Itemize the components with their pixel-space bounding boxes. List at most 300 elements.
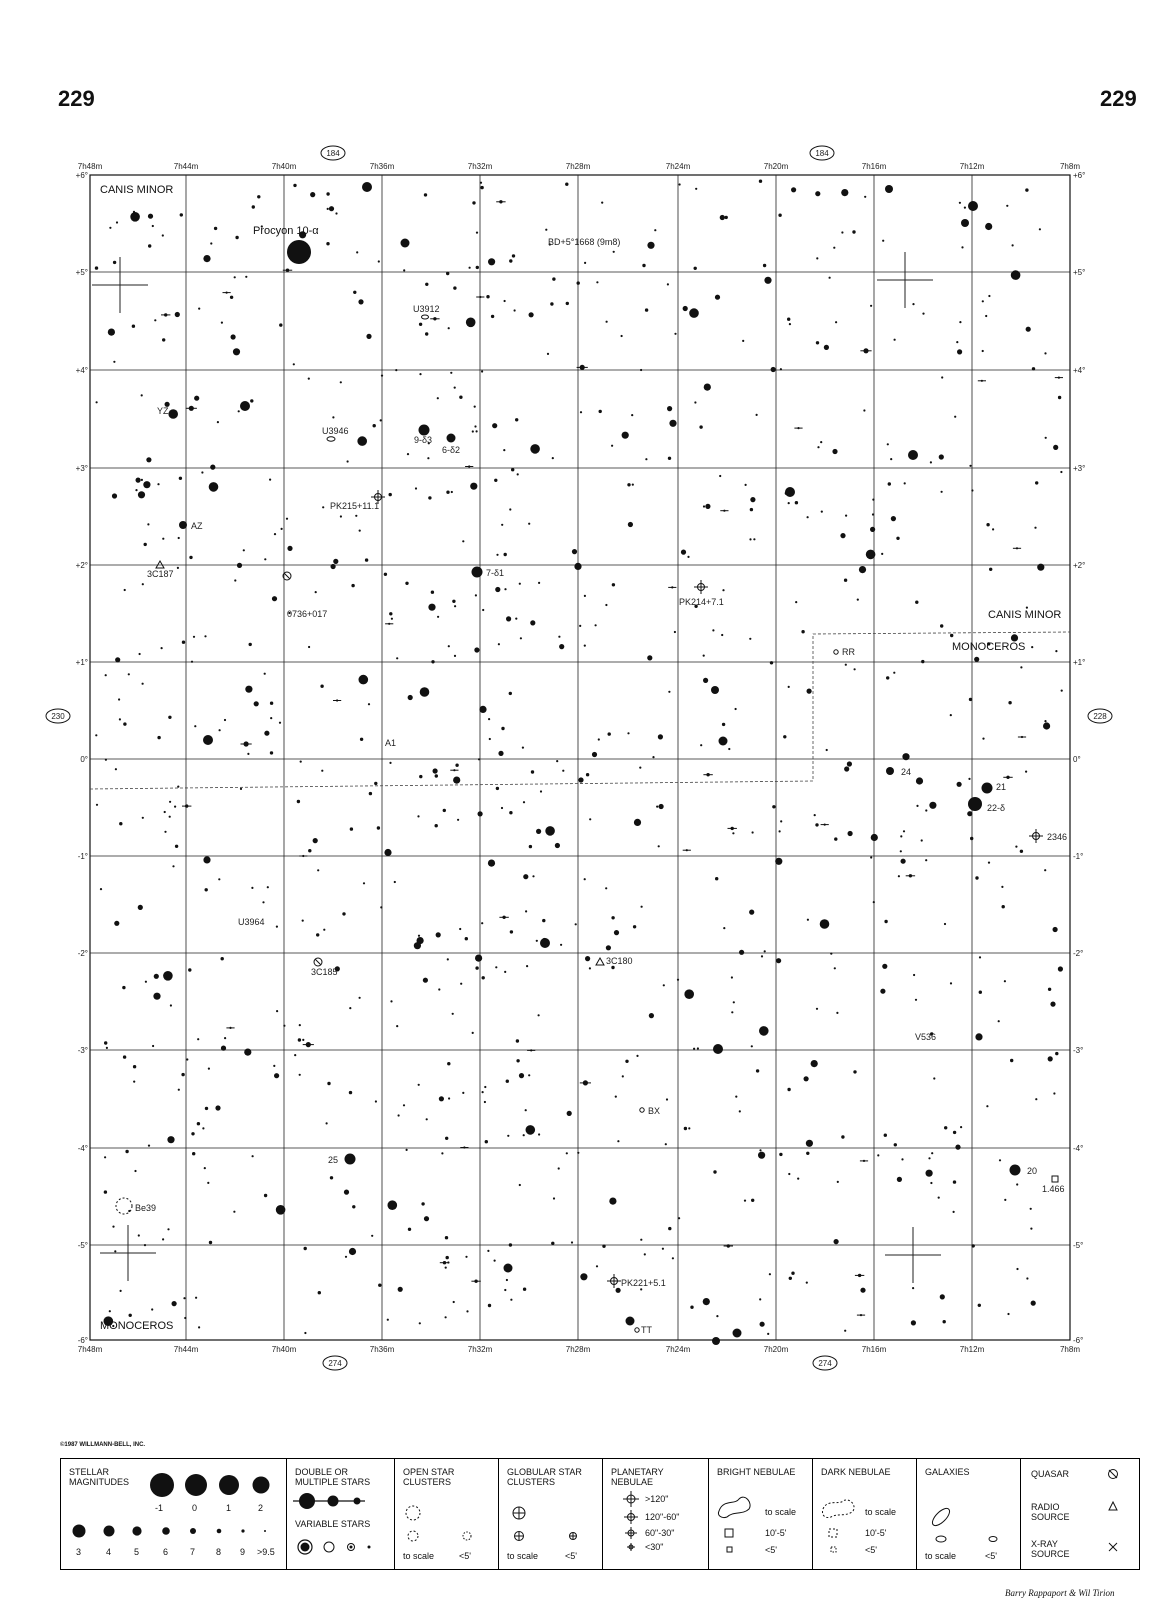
star (455, 764, 458, 767)
star (645, 458, 647, 460)
star (939, 454, 944, 459)
star (142, 683, 144, 685)
bright-star (179, 521, 187, 529)
star (873, 901, 875, 903)
star (447, 958, 449, 960)
bright-star (345, 1154, 356, 1165)
star (398, 1287, 403, 1292)
star (484, 1086, 486, 1088)
star (396, 1025, 398, 1027)
star (191, 1132, 194, 1135)
star (294, 1054, 296, 1056)
star (157, 483, 159, 485)
small-size-label: <5' (985, 1551, 997, 1561)
star (1015, 846, 1017, 848)
star (264, 673, 266, 675)
star (177, 567, 179, 569)
star (896, 537, 899, 540)
star (870, 527, 875, 532)
star (327, 208, 329, 210)
ra-label-bottom: 7h48m (77, 1345, 103, 1354)
star (320, 685, 323, 688)
star (633, 925, 636, 928)
star (749, 538, 751, 540)
star (960, 1126, 962, 1128)
legend-bright-nebulae (709, 1459, 813, 1569)
star (462, 1092, 464, 1094)
star (840, 533, 845, 538)
bright-star (908, 450, 918, 460)
star (979, 956, 981, 958)
ra-label-bottom: 7h8m (1059, 1345, 1081, 1354)
star (728, 748, 730, 750)
star (640, 1239, 642, 1241)
star (488, 718, 490, 720)
star (207, 1182, 209, 1184)
to-scale-label: to scale (507, 1551, 539, 1561)
star (504, 971, 506, 973)
star (666, 1098, 668, 1100)
star (175, 845, 178, 848)
star (517, 473, 519, 475)
magnitude-scale (61, 1459, 287, 1569)
star (197, 1038, 199, 1040)
bright-star (885, 185, 893, 193)
star (486, 295, 489, 298)
star (577, 281, 580, 284)
star (834, 837, 837, 840)
star (252, 205, 255, 208)
star (575, 923, 577, 925)
star (1025, 188, 1028, 191)
star (331, 564, 336, 569)
star (659, 804, 664, 809)
star (622, 1075, 624, 1077)
bright-star (540, 938, 550, 948)
star (816, 341, 819, 344)
boundary-line (90, 632, 1070, 789)
star (148, 1145, 150, 1147)
star (694, 401, 696, 403)
star (703, 505, 705, 507)
star (193, 636, 195, 638)
mag-label: 7 (190, 1547, 196, 1557)
star (145, 981, 147, 983)
star (421, 1202, 424, 1205)
star (184, 1317, 186, 1319)
star (130, 212, 140, 222)
star (237, 563, 242, 568)
star (168, 409, 178, 419)
star (884, 920, 887, 923)
star (955, 1145, 960, 1150)
star (841, 189, 848, 196)
star (201, 471, 203, 473)
ra-label-bottom: 7h28m (565, 1345, 591, 1354)
star (532, 875, 534, 877)
star (943, 1320, 946, 1323)
star (233, 1211, 235, 1213)
size-label: 60"-30" (645, 1528, 675, 1538)
star (389, 762, 391, 764)
star (596, 1265, 598, 1267)
star (720, 215, 725, 220)
star (523, 874, 528, 879)
star (715, 877, 718, 880)
star (845, 664, 847, 666)
star (584, 645, 586, 647)
star (1020, 850, 1023, 853)
star (816, 1008, 818, 1010)
constellation-boundary (90, 632, 1070, 789)
star (667, 283, 669, 285)
star (853, 1070, 856, 1073)
bright-star (719, 737, 728, 746)
star (418, 935, 420, 937)
star (378, 1284, 381, 1287)
star (163, 971, 173, 981)
star (495, 587, 500, 592)
star (641, 906, 643, 908)
legend-globular-clusters (499, 1459, 603, 1569)
star (316, 933, 319, 936)
star (959, 202, 961, 204)
adjacent-page-top-left-label: 184 (326, 149, 340, 158)
bright-nebulae-title: BRIGHT NEBULAE (717, 1467, 796, 1477)
star (162, 234, 164, 236)
star (687, 556, 689, 558)
star (297, 800, 300, 803)
star (789, 323, 791, 325)
object-label: A1 (385, 738, 397, 748)
star (749, 910, 754, 915)
star (181, 1073, 184, 1076)
legend-sources (1021, 1459, 1139, 1569)
star (147, 523, 149, 525)
star (791, 187, 796, 192)
star (882, 240, 884, 242)
star (293, 363, 295, 365)
star (318, 1291, 321, 1294)
star (848, 831, 853, 836)
star (360, 738, 363, 741)
star (419, 775, 422, 778)
star (243, 549, 245, 551)
star (214, 227, 217, 230)
star (864, 196, 866, 198)
star (778, 214, 781, 217)
star (783, 735, 786, 738)
star (703, 655, 705, 657)
star (188, 968, 191, 971)
star (821, 511, 823, 513)
star (125, 1150, 128, 1153)
star (353, 291, 356, 294)
star (302, 920, 304, 922)
radio-source-label: RADIO SOURCE (1031, 1502, 1070, 1522)
dec-label-right: +5° (1073, 268, 1086, 277)
star (267, 886, 269, 888)
star (877, 1154, 879, 1156)
star (484, 1101, 486, 1103)
star (415, 487, 417, 489)
star (611, 916, 614, 919)
star (395, 369, 397, 371)
star (371, 1235, 373, 1237)
star (964, 207, 966, 209)
star (247, 753, 249, 755)
star (713, 1170, 716, 1173)
mag-label: 3 (76, 1547, 82, 1557)
star (491, 315, 494, 318)
star (279, 722, 281, 724)
star (969, 465, 971, 467)
star (148, 214, 153, 219)
star (143, 481, 150, 488)
star (519, 1184, 521, 1186)
star (375, 1100, 377, 1102)
star (252, 1155, 254, 1157)
star (104, 1190, 107, 1193)
star (224, 1037, 226, 1039)
star (722, 589, 724, 591)
star (959, 321, 961, 323)
radio-source-3c187 (156, 561, 164, 568)
star (435, 774, 438, 777)
star (759, 1026, 769, 1036)
star (820, 441, 822, 443)
star (788, 686, 790, 688)
star (1053, 1092, 1055, 1094)
star (735, 1096, 737, 1098)
bright-star (785, 487, 795, 497)
star (113, 261, 116, 264)
star (515, 418, 518, 421)
star (807, 919, 809, 921)
star (1002, 905, 1005, 908)
ra-label-top: 7h20m (763, 162, 789, 171)
star (526, 965, 528, 967)
double-star-symbols (287, 1459, 395, 1569)
star (437, 616, 439, 618)
star (466, 318, 476, 328)
star (930, 1182, 932, 1184)
object-label: 25 (328, 1155, 339, 1165)
star (501, 807, 503, 809)
star (221, 322, 223, 324)
object-label: 3C187 (147, 569, 174, 579)
star (596, 281, 598, 283)
star (558, 1167, 560, 1169)
star (971, 489, 973, 491)
star (476, 232, 478, 234)
star (1032, 367, 1035, 370)
source-symbols (1021, 1459, 1139, 1569)
star (530, 444, 540, 454)
star (912, 1287, 914, 1289)
star (1044, 869, 1046, 871)
variable-star-bx (640, 1108, 644, 1112)
planetary-nebulae-title: PLANETARY NEBULAE (611, 1467, 664, 1487)
star (872, 513, 874, 515)
star (555, 843, 560, 848)
star (694, 267, 697, 270)
star (857, 599, 859, 601)
star (950, 714, 952, 716)
star (752, 831, 754, 833)
star (985, 315, 987, 317)
star (347, 460, 349, 462)
star (982, 738, 984, 740)
star (342, 912, 345, 915)
star (893, 672, 895, 674)
bright-star (711, 686, 719, 694)
star (174, 806, 176, 808)
star (916, 777, 923, 784)
star (501, 524, 503, 526)
star (731, 1011, 733, 1013)
dec-label-left: -4° (77, 1144, 88, 1153)
star (985, 223, 992, 230)
star (365, 558, 368, 561)
radio-source-3c180 (596, 958, 604, 965)
star (834, 967, 836, 969)
page-number-right: 229 (1100, 86, 1137, 111)
star (403, 1104, 405, 1106)
star (470, 483, 477, 490)
star (452, 1013, 454, 1015)
star (175, 312, 180, 317)
star (231, 334, 236, 339)
dec-label-right: -5° (1073, 1241, 1084, 1250)
star (240, 788, 242, 790)
star (788, 502, 790, 504)
star (504, 553, 507, 556)
star (283, 1025, 285, 1027)
star (1035, 481, 1038, 484)
star (95, 734, 97, 736)
ra-label-top: 7h28m (565, 162, 591, 171)
star (528, 1074, 530, 1076)
dec-label-left: 0° (80, 755, 88, 764)
star (898, 875, 900, 877)
star (153, 993, 160, 1000)
star (510, 1299, 512, 1301)
star (198, 308, 200, 310)
star (559, 644, 564, 649)
star (344, 1190, 349, 1195)
object-label: BD+5°1668 (9m8) (548, 237, 621, 247)
small-size-label: <5' (765, 1545, 777, 1555)
quasar-0736-slash (284, 573, 290, 579)
star (134, 1170, 136, 1172)
star (540, 790, 542, 792)
size-label: 120"-60" (645, 1512, 680, 1522)
star (195, 1297, 197, 1299)
star (219, 729, 221, 731)
ra-label-top: 7h36m (369, 162, 395, 171)
star (628, 522, 633, 527)
star (350, 827, 353, 830)
star (954, 416, 956, 418)
star (1020, 666, 1022, 668)
star (811, 1060, 818, 1067)
star (705, 504, 710, 509)
bright-star (968, 797, 982, 811)
star (528, 523, 530, 525)
star (647, 242, 654, 249)
star (425, 332, 428, 335)
star (915, 601, 918, 604)
star (298, 1038, 301, 1041)
star (599, 410, 602, 413)
object-label: BX (648, 1106, 661, 1116)
star (418, 1084, 420, 1086)
bright-star (401, 239, 410, 248)
bright-star (713, 1044, 723, 1054)
star (789, 1277, 792, 1280)
dec-label-right: -2° (1073, 949, 1084, 958)
star (953, 1180, 956, 1183)
star (611, 445, 613, 447)
double-stars-title: DOUBLE OR MULTIPLE STARS (295, 1467, 371, 1487)
star (108, 329, 115, 336)
star (742, 340, 744, 342)
star (472, 430, 474, 432)
star (349, 1091, 352, 1094)
star (162, 538, 164, 540)
star (750, 497, 755, 502)
object-label: 2346 (1047, 832, 1068, 842)
star (138, 491, 145, 498)
bright-star (1010, 1165, 1021, 1176)
star (654, 229, 656, 231)
dec-label-right: -1° (1073, 852, 1084, 861)
star (770, 661, 773, 664)
star (756, 414, 758, 416)
star (584, 262, 586, 264)
chart-labels (100, 184, 1067, 1335)
star (274, 1073, 279, 1078)
star (462, 540, 464, 542)
star (274, 533, 276, 535)
star (394, 881, 396, 883)
dec-label-left: +2° (75, 561, 88, 570)
star (992, 528, 994, 530)
star (106, 1047, 108, 1049)
star (719, 475, 721, 477)
star (452, 600, 455, 603)
star (550, 302, 553, 305)
star (807, 516, 809, 518)
star (345, 1256, 347, 1258)
star (531, 770, 534, 773)
constellation-monoceros: MONOCEROS (952, 641, 1026, 653)
star (476, 430, 478, 432)
star (759, 180, 762, 183)
star (135, 489, 137, 491)
star (902, 753, 909, 760)
star (854, 668, 856, 670)
bright-star (626, 1317, 635, 1326)
star (279, 323, 282, 326)
star (450, 372, 452, 374)
star (167, 1228, 169, 1230)
star (469, 267, 471, 269)
star (351, 584, 354, 587)
star (975, 1033, 982, 1040)
star (922, 313, 924, 315)
